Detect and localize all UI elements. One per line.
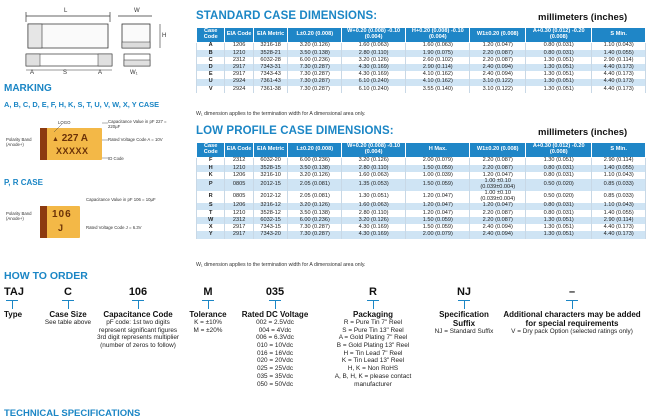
low-table-cell: 1.20 (0.047) <box>406 203 470 210</box>
std-table-cell: 6.10 (0.240) <box>342 79 406 86</box>
std-table-cell: 3.10 (0.122) <box>470 79 526 86</box>
low-table-cell: 2012-12 <box>253 191 288 203</box>
low-table-row <box>197 157 646 165</box>
std-table-cell: A <box>197 42 225 50</box>
order-field-description: K = ±10% M = ±20% <box>193 319 223 334</box>
low-table-cell: Y <box>197 231 225 238</box>
low-header-row <box>197 143 646 158</box>
low-table-cell: 1.00 ±0.10 (0.039±0.004) <box>470 191 526 203</box>
low-table-cell: 3.50 (0.138) <box>288 210 342 217</box>
std-table-cell: 4.10 (0.162) <box>406 71 470 78</box>
chip-marking-line2: XXXXX <box>56 146 89 156</box>
std-col-l: L±0.20 (0.008) <box>288 28 342 43</box>
std-table-cell: 7361-43 <box>253 79 288 86</box>
std-table-cell: 2924 <box>225 86 253 93</box>
low-table-cell: 6.00 (0.236) <box>288 217 342 224</box>
low-table-cell: 0.85 (0.033) <box>592 179 646 191</box>
std-table-cell: 3.10 (0.122) <box>470 86 526 93</box>
std-table-cell: 4.10 (0.162) <box>406 79 470 86</box>
low-table-cell: X <box>197 224 225 231</box>
low-table-cell: 2.80 (0.110) <box>342 165 406 172</box>
low-table-cell: 2917 <box>225 231 253 238</box>
low-col-case: Case Code <box>197 143 225 158</box>
low-col-eia: EIA Code <box>225 143 253 158</box>
std-table-cell: 2917 <box>225 71 253 78</box>
low-table-units: millimeters (inches) <box>538 127 628 138</box>
case-dimension-diagram <box>4 4 194 76</box>
low-col-metric: EIA Metric <box>253 143 288 158</box>
low-table-cell: 1.30 (0.051) <box>526 217 592 224</box>
capacitance-note: Capacitance Value in pF 227 = 220µF <box>108 119 167 129</box>
logo-icon: ▲ <box>52 136 59 143</box>
order-tee-connector <box>432 298 496 310</box>
std-table-row <box>197 42 646 50</box>
low-table-cell: 3216-10 <box>253 172 288 179</box>
std-table-cell: U <box>197 79 225 86</box>
std-table-cell: 2.90 (0.114) <box>406 64 470 71</box>
low-table-cell: 3.20 (0.126) <box>288 172 342 179</box>
std-table-cell: 3.20 (0.126) <box>342 57 406 64</box>
dim-label-l: L <box>64 8 68 14</box>
std-table-cell: 1210 <box>225 50 253 57</box>
low-col-l: L±0.20 (0.008) <box>288 143 342 158</box>
low-table-cell: 0805 <box>225 191 253 203</box>
order-field-description: NJ = Standard Suffix <box>434 328 494 335</box>
low-table-cell: 2.20 (0.087) <box>470 210 526 217</box>
std-table-cell: 1.10 (0.043) <box>592 42 646 50</box>
order-field-description: See table above <box>44 319 92 326</box>
low-table-cell: P <box>197 179 225 191</box>
low-table-cell: 3216-12 <box>253 203 288 210</box>
order-field-label: Type <box>4 310 23 319</box>
low-table-cell: 2.20 (0.087) <box>470 157 526 165</box>
marking-title: MARKING <box>4 83 52 94</box>
std-table-cell: 7.30 (0.287) <box>288 71 342 78</box>
order-field-label: Capacitance Code <box>103 310 173 319</box>
std-table-cell: 4.40 (0.173) <box>592 86 646 93</box>
std-table-cell: 2.60 (0.102) <box>406 57 470 64</box>
low-table-cell: 4.40 (0.173) <box>592 224 646 231</box>
low-table-cell: 3.20 (0.126) <box>288 203 342 210</box>
order-field-code: – <box>568 286 576 298</box>
low-table-cell: 0.80 (0.031) <box>526 210 592 217</box>
std-col-s: S Min. <box>592 28 646 43</box>
std-table-cell: 2.90 (0.114) <box>592 57 646 64</box>
std-table-cell: 3528-21 <box>253 50 288 57</box>
std-table-cell: 3.50 (0.138) <box>288 50 342 57</box>
low-col-a: A+0.30 (0.012) -0.20 (0.008) <box>526 143 592 158</box>
low-table-cell: 0.50 (0.020) <box>526 191 592 203</box>
std-table-cell: 2917 <box>225 64 253 71</box>
order-tee-connector <box>236 298 314 310</box>
low-table-note: W₁ dimension applies to the termination width for A dimensional area only. <box>196 262 366 268</box>
low-table-cell: 7.30 (0.287) <box>288 224 342 231</box>
order-field-label: Tolerance <box>189 310 227 319</box>
std-col-w1: W1±0.20 (0.008) <box>470 28 526 43</box>
std-table-cell: 2312 <box>225 57 253 64</box>
low-table-cell: 2917 <box>225 224 253 231</box>
low-table-cell: H <box>197 165 225 172</box>
std-table-cell: 7343-31 <box>253 64 288 71</box>
dim-label-h: H <box>162 33 167 39</box>
dim-label-s: S <box>63 70 68 76</box>
std-table-cell: 6.10 (0.240) <box>342 86 406 93</box>
low-table-cell: 2.00 (0.079) <box>406 231 470 238</box>
low-table-cell: 1.30 (0.051) <box>526 224 592 231</box>
low-table-row <box>197 191 646 203</box>
low-table-cell: T <box>197 210 225 217</box>
low-table-cell: 1.20 (0.047) <box>406 210 470 217</box>
low-table-cell: 1.00 (0.039) <box>406 172 470 179</box>
order-field-7 <box>498 286 646 336</box>
low-table-cell: 2012-15 <box>253 179 288 191</box>
low-col-s: S Min. <box>592 143 646 158</box>
low-table-cell: 1.10 (0.043) <box>592 172 646 179</box>
low-table-cell: 0.85 (0.033) <box>592 191 646 203</box>
std-table-cell: 3.20 (0.126) <box>288 42 342 50</box>
order-field-2 <box>96 286 180 350</box>
order-field-description: 002 = 2.5Vdc 004 = 4Vdc 006 = 6.3Vdc 010 = 10Vdc 016 = 16Vdc 020 = 20Vdc 025 = 25Vdc 035 = 35Vdc 050 = 50Vdc <box>256 319 294 388</box>
order-field-code: C <box>64 286 72 298</box>
std-table-cell: 1.60 (0.063) <box>406 42 470 50</box>
logo-label: LOGO <box>58 120 71 125</box>
low-table-cell: 2.90 (0.114) <box>592 157 646 165</box>
order-field-description: V = Dry pack Option (selected ratings only) <box>511 328 633 335</box>
std-table-cell: 2.40 (0.094) <box>470 64 526 71</box>
low-table-cell: 3.50 (0.138) <box>288 165 342 172</box>
low-table-cell: 1.30 (0.051) <box>526 157 592 165</box>
std-table-cell: 1.40 (0.055) <box>592 50 646 57</box>
pr-polarity-label: Polarity Band (Anode+) <box>6 211 32 221</box>
low-table-cell: 1.50 (0.059) <box>406 179 470 191</box>
std-table-cell: 7.30 (0.287) <box>288 64 342 71</box>
order-tee-connector <box>40 298 96 310</box>
low-table-cell: 7.30 (0.287) <box>288 231 342 238</box>
std-table-cell: 2924 <box>225 79 253 86</box>
dim-label-a2: A <box>98 70 103 76</box>
low-table-cell: R <box>197 191 225 203</box>
std-col-h: H+0.20 (0.008) -0.10 (0.004) <box>406 28 470 43</box>
low-table-cell: 1.30 (0.051) <box>526 231 592 238</box>
order-field-code: M <box>203 286 213 298</box>
pr-chip-line2: J <box>58 223 64 233</box>
std-table-cell: 4.40 (0.173) <box>592 79 646 86</box>
order-tee-connector <box>96 298 180 310</box>
low-table-cell: 3.20 (0.126) <box>342 157 406 165</box>
rated-voltage-note: Rated Voltage Code A = 10V <box>108 137 163 142</box>
std-table-cell: 4.30 (0.169) <box>342 64 406 71</box>
pr-capacitance-note: Capacitance Value in pF 106 = 10µF <box>86 197 156 202</box>
low-table-cell: 0.50 (0.020) <box>526 179 592 191</box>
how-to-order-title: HOW TO ORDER <box>4 270 88 282</box>
low-table-cell: 1.20 (0.047) <box>470 203 526 210</box>
low-table-cell: 1.50 (0.059) <box>406 165 470 172</box>
id-code-note: ID Code <box>108 156 124 161</box>
std-table-cell: V <box>197 86 225 93</box>
low-table-cell: 1206 <box>225 203 253 210</box>
order-field-4 <box>236 286 314 388</box>
low-table-cell: 1.00 ±0.10 (0.039±0.004) <box>470 179 526 191</box>
low-table-cell: 1.20 (0.047) <box>470 172 526 179</box>
low-table-cell: 3528-15 <box>253 165 288 172</box>
order-field-3 <box>180 286 236 334</box>
std-table-cell: 1206 <box>225 42 253 50</box>
low-table-cell: 6.00 (0.236) <box>288 157 342 165</box>
std-col-eia: EIA Code <box>225 28 253 43</box>
order-field-0 <box>4 286 44 319</box>
low-table-cell: 2312 <box>225 157 253 165</box>
std-dimensions-table <box>196 27 646 93</box>
low-table-cell: 1.35 (0.053) <box>342 179 406 191</box>
low-dimensions-table <box>196 142 646 239</box>
low-table-cell: 1.30 (0.051) <box>342 191 406 203</box>
low-col-hmax: H Max. <box>406 143 470 158</box>
std-table-cell: 0.80 (0.031) <box>526 42 592 50</box>
low-table-cell: 2.00 (0.079) <box>406 157 470 165</box>
low-table-cell: F <box>197 157 225 165</box>
polarity-label: Polarity Band (Anode+) <box>6 137 32 147</box>
std-table-cell: 1.90 (0.075) <box>406 50 470 57</box>
std-col-metric: EIA Metric <box>253 28 288 43</box>
std-table-cell: 2.20 (0.087) <box>470 57 526 64</box>
low-table-cell: 6032-15 <box>253 217 288 224</box>
low-table-cell: 1.10 (0.043) <box>592 203 646 210</box>
low-table-cell: 2312 <box>225 217 253 224</box>
std-table-cell: B <box>197 50 225 57</box>
order-field-description: R = Pure Tin 7" Reel S = Pure Tin 13" Reel A = Gold Plating 7" Reel B = Gold Plating 13" Reel H = Tin Lead 7" Reel K = Tin Lead 13" Reel H, K = Non RoHS A, B, H, K = please contact manufacturer <box>334 319 412 388</box>
order-tee-connector <box>180 298 236 310</box>
std-header-row <box>197 28 646 43</box>
order-field-label: Packaging <box>352 310 393 319</box>
low-table-cell: 4.30 (0.169) <box>342 224 406 231</box>
std-table-cell: 4.30 (0.169) <box>342 71 406 78</box>
order-field-label: Rated DC Voltage <box>241 310 309 319</box>
low-table-cell: 6032-20 <box>253 157 288 165</box>
low-table-cell: 3528-12 <box>253 210 288 217</box>
std-table-cell: 0.80 (0.031) <box>526 50 592 57</box>
low-table-cell: 1.60 (0.063) <box>342 172 406 179</box>
low-table-cell: 1.60 (0.063) <box>342 203 406 210</box>
pr-case-title: P, R CASE <box>4 178 43 187</box>
order-field-code: NJ <box>456 286 472 298</box>
std-table-cell: 1.60 (0.063) <box>342 42 406 50</box>
low-table-cell: 4.30 (0.169) <box>342 231 406 238</box>
technical-specifications-title: TECHNICAL SPECIFICATIONS <box>4 408 141 419</box>
low-table-cell: 0.80 (0.031) <box>526 203 592 210</box>
low-table-cell: 2.40 (0.094) <box>470 224 526 231</box>
low-table-cell: 1206 <box>225 172 253 179</box>
std-table-cell: 1.20 (0.047) <box>470 42 526 50</box>
std-table-cell: 1.30 (0.051) <box>526 86 592 93</box>
std-table-cell: D <box>197 64 225 71</box>
pr-chip-line1: 106 <box>52 209 72 220</box>
low-table-row <box>197 203 646 210</box>
marking-subtitle: A, B, C, D, E, F, H, K, S, T, U, V, W, X, Y CASE <box>4 100 160 109</box>
order-field-code: R <box>369 286 377 298</box>
low-table-row <box>197 179 646 191</box>
order-field-6 <box>432 286 496 336</box>
low-table-cell: W <box>197 217 225 224</box>
std-table-cell: 3216-18 <box>253 42 288 50</box>
order-tee-connector <box>4 298 44 310</box>
std-table-note: W₁ dimension applies to the termination width for A dimensional area only. <box>196 111 366 117</box>
std-table-cell: 6032-28 <box>253 57 288 64</box>
std-table-cell: 1.30 (0.051) <box>526 79 592 86</box>
std-table-cell: 3.55 (0.140) <box>406 86 470 93</box>
std-table-cell: 4.40 (0.173) <box>592 71 646 78</box>
low-table-row <box>197 172 646 179</box>
low-col-w1: W1±0.20 (0.008) <box>470 143 526 158</box>
dim-label-a: A <box>30 70 35 76</box>
std-col-a: A+0.30 (0.012) -0.20 (0.008) <box>526 28 592 43</box>
low-table-cell: 1.40 (0.055) <box>592 165 646 172</box>
std-table-cell: 7361-38 <box>253 86 288 93</box>
std-col-case: Case Code <box>197 28 225 43</box>
low-table-cell: 7343-20 <box>253 231 288 238</box>
order-field-5 <box>318 286 428 388</box>
low-table-cell: 2.90 (0.114) <box>592 217 646 224</box>
low-table-cell: 1.40 (0.055) <box>592 210 646 217</box>
pr-rated-note: Rated Voltage Code J = 6.3V <box>86 225 142 230</box>
low-table-cell: 1210 <box>225 165 253 172</box>
order-field-code: 035 <box>265 286 285 298</box>
std-table-cell: 1.30 (0.051) <box>526 71 592 78</box>
low-table-cell: 2.20 (0.087) <box>470 217 526 224</box>
std-table-cell: C <box>197 57 225 64</box>
low-col-w: W+0.20 (0.008) -0.10 (0.004) <box>342 143 406 158</box>
order-tee-connector <box>318 298 428 310</box>
low-table-cell: 2.05 (0.081) <box>288 191 342 203</box>
low-table-cell: 4.40 (0.173) <box>592 231 646 238</box>
pr-marked-chip <box>40 206 80 238</box>
low-table-cell: 1.50 (0.059) <box>406 224 470 231</box>
order-field-1 <box>40 286 96 327</box>
pr-polarity-band <box>40 206 47 238</box>
std-table-cell: 2.40 (0.094) <box>470 71 526 78</box>
low-table-cell: 2.80 (0.110) <box>342 210 406 217</box>
low-table-cell: 1.50 (0.059) <box>406 217 470 224</box>
low-table-cell: 1210 <box>225 210 253 217</box>
low-table-title: LOW PROFILE CASE DIMENSIONS: <box>196 125 394 137</box>
low-table-cell: 0805 <box>225 179 253 191</box>
std-table-cell: 1.30 (0.051) <box>526 64 592 71</box>
order-field-description: pF code: 1st two digits represent significant figures 3rd digit represents multiplier (number of zeros to follow) <box>96 319 180 350</box>
order-field-label: Additional characters may be added for special requirements <box>503 310 641 328</box>
order-tee-connector <box>498 298 646 310</box>
order-field-code: TAJ <box>4 286 24 298</box>
std-table-cell: 4.40 (0.173) <box>592 64 646 71</box>
std-table-cell: 1.30 (0.051) <box>526 57 592 64</box>
std-table-units: millimeters (inches) <box>538 12 628 23</box>
low-table-cell: 2.20 (0.087) <box>470 165 526 172</box>
std-table-cell: 7.30 (0.287) <box>288 79 342 86</box>
std-table-cell: E <box>197 71 225 78</box>
std-table-row <box>197 79 646 86</box>
low-table-cell: S <box>197 203 225 210</box>
order-field-label: Case Size <box>49 310 87 319</box>
low-table-row <box>197 231 646 238</box>
low-table-cell: 1.20 (0.047) <box>406 191 470 203</box>
dim-label-w: W <box>134 8 140 14</box>
low-table-cell: 0.80 (0.031) <box>526 165 592 172</box>
low-table-cell: 2.05 (0.081) <box>288 179 342 191</box>
std-table-title: STANDARD CASE DIMENSIONS: <box>196 10 378 22</box>
std-table-cell: 6.00 (0.236) <box>288 57 342 64</box>
std-col-w: W+0.20 (0.008) -0.10 (0.004) <box>342 28 406 43</box>
std-table-row <box>197 86 646 93</box>
chip-marking-line1: ▲ 227 A <box>52 133 89 144</box>
std-table-cell: 2.20 (0.087) <box>470 50 526 57</box>
order-field-label: Specification Suffix <box>439 310 489 328</box>
dim-label-w1: W₁ <box>130 70 138 76</box>
low-table-cell: 0.80 (0.031) <box>526 172 592 179</box>
low-table-cell: 7343-15 <box>253 224 288 231</box>
low-table-cell: K <box>197 172 225 179</box>
low-table-cell: 3.20 (0.126) <box>342 217 406 224</box>
low-table-cell: 2.40 (0.094) <box>470 231 526 238</box>
order-field-code: 106 <box>128 286 148 298</box>
std-table-cell: 7343-43 <box>253 71 288 78</box>
std-table-cell: 2.80 (0.110) <box>342 50 406 57</box>
std-table-cell: 7.30 (0.287) <box>288 86 342 93</box>
